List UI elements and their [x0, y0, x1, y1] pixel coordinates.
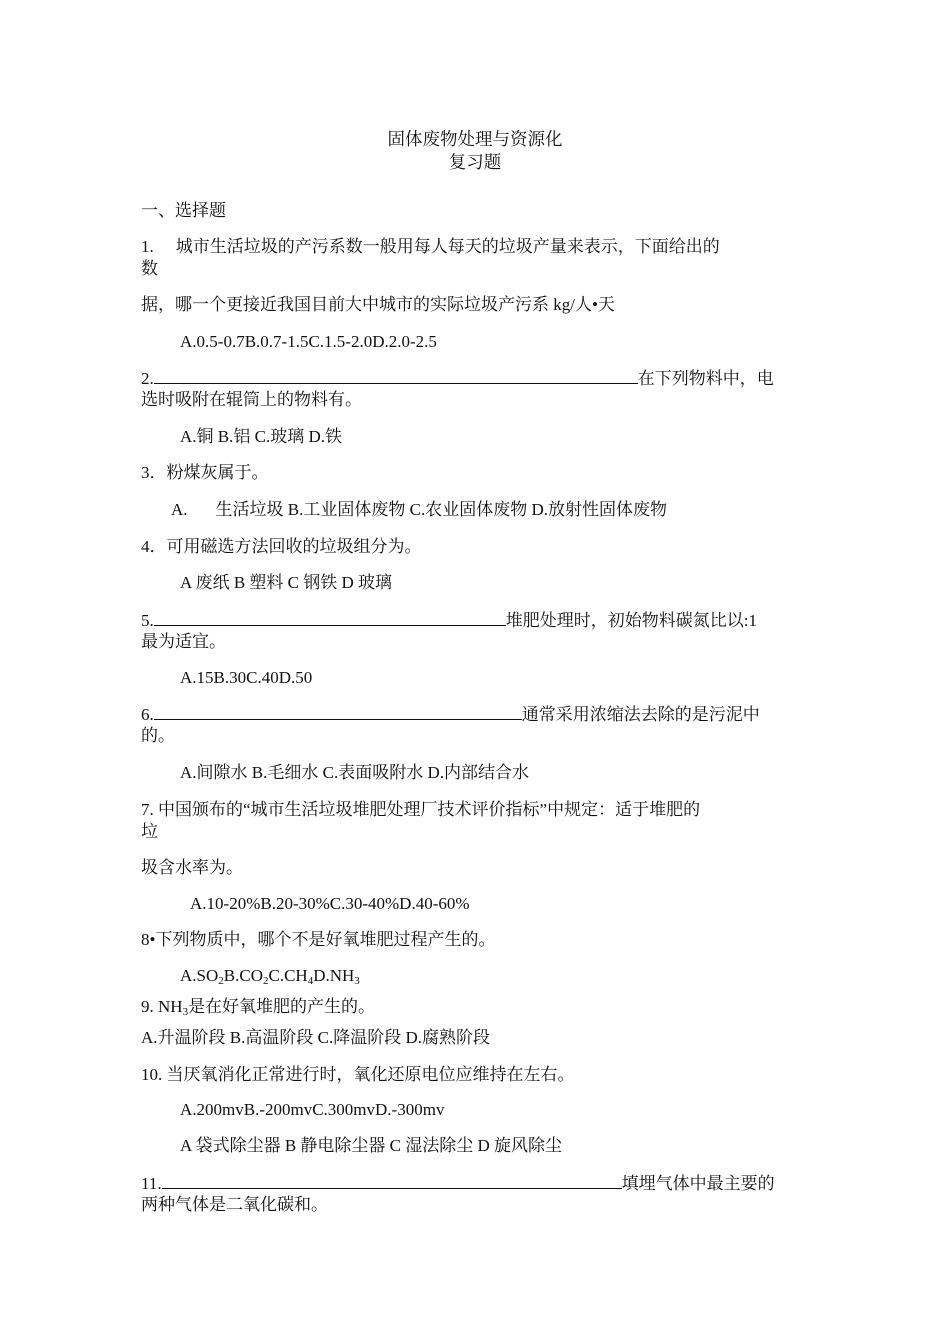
question-8-option-d: D.NH [313, 966, 355, 985]
page-title: 固体废物处理与资源化 [387, 129, 563, 149]
question-11-line-2: 两种气体是二氧化碳和。 [141, 1195, 328, 1214]
question-6-number: 6. [141, 705, 154, 724]
question-8: 8•下列物质中，哪个不是好氧堆肥过程产生的。 [141, 930, 496, 949]
question-6-line-2: 的。 [141, 726, 175, 745]
question-5-number: 5. [141, 611, 154, 630]
question-9-text: 是在好氧堆肥的产生的。 [188, 997, 376, 1016]
question-2-options: A.铜 B.铝 C.玻璃 D.铁 [180, 427, 342, 446]
section-heading: 一、选择题 [141, 201, 226, 220]
subscript: 4 [307, 975, 314, 987]
question-5-line-1 [141, 609, 801, 632]
subscript: 2 [262, 975, 269, 987]
question-2-text: 在下列物料中，电 [637, 369, 774, 388]
question-8-option-c: C.CH [268, 966, 308, 985]
subscript: 3 [182, 1006, 189, 1018]
subscript: 2 [218, 975, 224, 987]
page-subtitle: 复习题 [448, 152, 502, 172]
question-7-line-1: 7. 中国颁布的“城市生活垃圾堆肥处理厂技术评价指标”中规定：适于堆肥的 [141, 800, 701, 819]
question-5-line-2: 最为适宜。 [141, 632, 226, 651]
question-11-number: 11. [141, 1174, 162, 1193]
question-extra-options: A 袋式除尘器 B 静电除尘器 C 湿法除尘 D 旋风除尘 [180, 1136, 563, 1155]
answer-blank [162, 1172, 622, 1189]
answer-blank [154, 609, 506, 626]
question-1-line-1 [141, 236, 801, 258]
question-1-text: 城市生活垃圾的产污系数一般用每人每天的垃圾产量来表示，下面给出的 [175, 237, 720, 256]
question-8-option-b: B.CO [223, 966, 263, 985]
question-6-line-1 [141, 703, 801, 726]
question-4: 4．可用磁选方法回收的垃圾组分为。 [141, 537, 422, 556]
question-10-options: A.200mvB.-200mvC.300mvD.-300mv [180, 1100, 445, 1119]
question-3-options [171, 499, 831, 521]
question-10: 10. 当厌氧消化正常进行时，氧化还原电位应维持在左右。 [141, 1065, 575, 1084]
question-1-options: A.0.5-0.7B.0.7-1.5C.1.5-2.0D.2.0-2.5 [180, 332, 437, 351]
question-1-number: 1. [141, 237, 154, 256]
question-7-line-3: 圾含水率为。 [141, 858, 243, 877]
answer-blank [154, 367, 638, 384]
question-4-options: A 废纸 B 塑料 C 钢铁 D 玻璃 [180, 573, 393, 592]
question-2-number: 2. [141, 369, 154, 388]
question-1-line-2: 数 [141, 259, 158, 278]
question-9 [141, 996, 801, 1018]
question-6-text: 通常采用浓缩法去除的是污泥中 [521, 705, 760, 724]
question-2-line-1 [141, 367, 801, 390]
question-7-options: A.10-20%B.20-30%C.30-40%D.40-60% [190, 894, 470, 913]
question-1-line-3: 据，哪一个更接近我国目前大中城市的实际垃圾产污系 kg/人•天 [141, 295, 615, 314]
question-11-text: 填埋气体中最主要的 [621, 1174, 775, 1193]
question-9-prefix: 9. NH [141, 997, 183, 1016]
answer-blank [154, 703, 522, 720]
question-5-text: 堆肥处理时，初始物料碳氮比以:1 [505, 611, 757, 630]
subscript: 3 [354, 975, 360, 987]
question-9-options: A.升温阶段 B.高温阶段 C.降温阶段 D.腐熟阶段 [141, 1028, 490, 1047]
question-3-option-a: A. [171, 500, 188, 519]
question-8-option-a: A.SO [180, 966, 219, 985]
question-7-line-2: 垃 [141, 822, 158, 841]
question-3-option-rest: 生活垃圾 B.工业固体废物 C.农业固体废物 D.放射性固体废物 [215, 500, 667, 519]
question-3: 3．粉煤灰属于。 [141, 463, 269, 482]
question-11-line-1 [141, 1172, 801, 1195]
question-6-options: A.间隙水 B.毛细水 C.表面吸附水 D.内部结合水 [180, 763, 529, 782]
question-2-line-2: 选时吸附在辊筒上的物料有。 [141, 390, 362, 409]
question-5-options: A.15B.30C.40D.50 [180, 668, 313, 687]
question-8-options [180, 965, 840, 987]
